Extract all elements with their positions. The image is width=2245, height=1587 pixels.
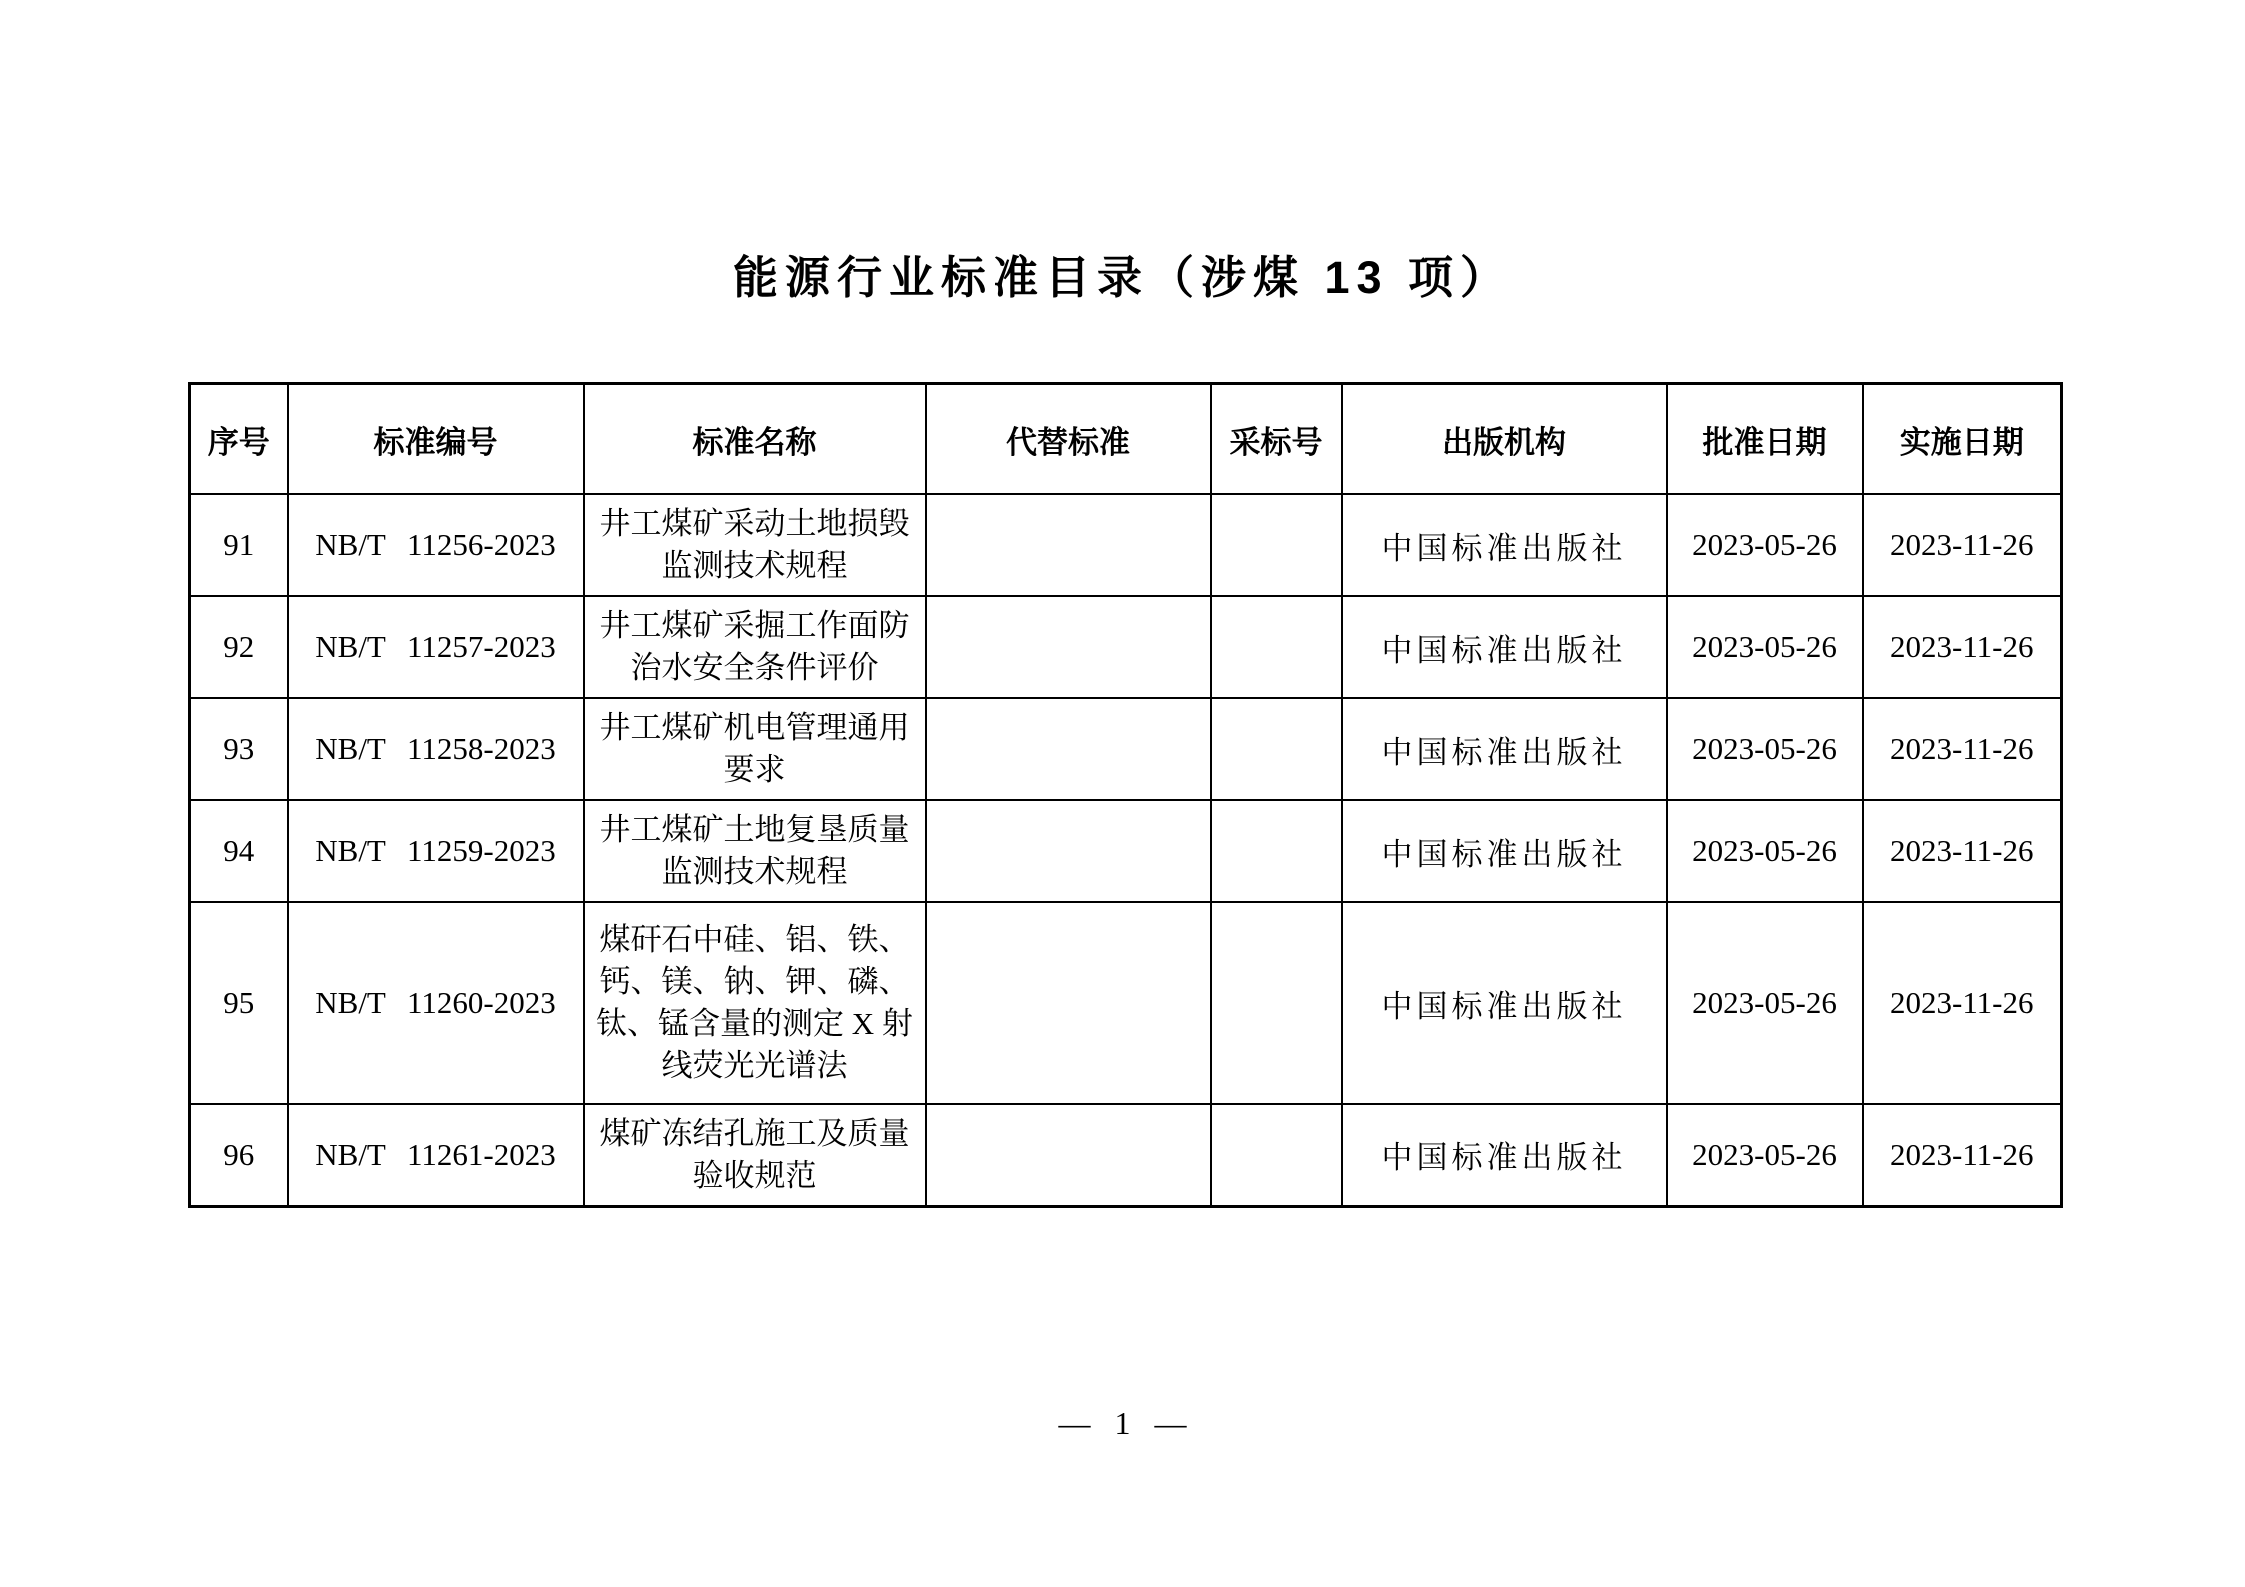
table-row — [190, 800, 2062, 902]
cell-standard-name: 井工煤矿土地复垦质量监测技术规程 — [584, 800, 926, 902]
cell-standard-code: NB/T 11258-2023 — [288, 698, 584, 800]
column-header-replaced: 代替标准 — [926, 384, 1211, 495]
cell-approved-date: 2023-05-26 — [1667, 902, 1863, 1104]
cell-approved-date: 2023-05-26 — [1667, 494, 1863, 596]
cell-replaced-standard — [926, 902, 1211, 1104]
column-header-implemented-date: 实施日期 — [1863, 384, 2062, 495]
cell-seq: 92 — [190, 596, 288, 698]
cell-implemented-date: 2023-11-26 — [1863, 902, 2062, 1104]
column-header-adoption: 采标号 — [1211, 384, 1342, 495]
table-row — [190, 698, 2062, 800]
cell-standard-name: 煤矸石中硅、铝、铁、钙、镁、钠、钾、磷、钛、锰含量的测定 X 射线荧光光谱法 — [584, 902, 926, 1104]
cell-standard-code: NB/T 11259-2023 — [288, 800, 584, 902]
cell-implemented-date: 2023-11-26 — [1863, 596, 2062, 698]
cell-replaced-standard — [926, 800, 1211, 902]
cell-approved-date: 2023-05-26 — [1667, 596, 1863, 698]
cell-seq: 95 — [190, 902, 288, 1104]
cell-implemented-date: 2023-11-26 — [1863, 494, 2062, 596]
table-row — [190, 1104, 2062, 1206]
table-row — [190, 596, 2062, 698]
page-number: — 1 — — [1058, 1405, 1187, 1441]
column-header-code: 标准编号 — [288, 384, 584, 495]
cell-publisher: 中国标准出版社 — [1342, 800, 1667, 902]
cell-replaced-standard — [926, 596, 1211, 698]
cell-publisher: 中国标准出版社 — [1342, 1104, 1667, 1206]
page-title: 能源行业标准目录（涉煤 13 项） — [732, 252, 1513, 303]
cell-replaced-standard — [926, 698, 1211, 800]
column-header-publisher: 出版机构 — [1342, 384, 1667, 495]
cell-implemented-date: 2023-11-26 — [1863, 1104, 2062, 1206]
column-header-name: 标准名称 — [584, 384, 926, 495]
cell-replaced-standard — [926, 494, 1211, 596]
cell-adoption-number — [1211, 698, 1342, 800]
cell-standard-name: 井工煤矿机电管理通用要求 — [584, 698, 926, 800]
cell-adoption-number — [1211, 902, 1342, 1104]
table-row — [190, 494, 2062, 596]
cell-adoption-number — [1211, 1104, 1342, 1206]
standards-table — [188, 382, 2063, 1208]
cell-publisher: 中国标准出版社 — [1342, 698, 1667, 800]
cell-implemented-date: 2023-11-26 — [1863, 800, 2062, 902]
cell-seq: 94 — [190, 800, 288, 902]
cell-adoption-number — [1211, 800, 1342, 902]
cell-approved-date: 2023-05-26 — [1667, 1104, 1863, 1206]
cell-publisher: 中国标准出版社 — [1342, 596, 1667, 698]
cell-approved-date: 2023-05-26 — [1667, 698, 1863, 800]
cell-standard-name: 煤矿冻结孔施工及质量验收规范 — [584, 1104, 926, 1206]
cell-publisher: 中国标准出版社 — [1342, 494, 1667, 596]
table-row — [190, 902, 2062, 1104]
cell-standard-code: NB/T 11260-2023 — [288, 902, 584, 1104]
cell-adoption-number — [1211, 596, 1342, 698]
column-header-seq: 序号 — [190, 384, 288, 495]
cell-replaced-standard — [926, 1104, 1211, 1206]
cell-standard-name: 井工煤矿采动土地损毁监测技术规程 — [584, 494, 926, 596]
cell-standard-code: NB/T 11256-2023 — [288, 494, 584, 596]
cell-standard-name: 井工煤矿采掘工作面防治水安全条件评价 — [584, 596, 926, 698]
cell-publisher: 中国标准出版社 — [1342, 902, 1667, 1104]
table-header-row — [190, 384, 2062, 495]
cell-approved-date: 2023-05-26 — [1667, 800, 1863, 902]
column-header-approved-date: 批准日期 — [1667, 384, 1863, 495]
cell-standard-code: NB/T 11261-2023 — [288, 1104, 584, 1206]
cell-seq: 93 — [190, 698, 288, 800]
cell-seq: 96 — [190, 1104, 288, 1206]
cell-standard-code: NB/T 11257-2023 — [288, 596, 584, 698]
cell-adoption-number — [1211, 494, 1342, 596]
cell-seq: 91 — [190, 494, 288, 596]
cell-implemented-date: 2023-11-26 — [1863, 698, 2062, 800]
